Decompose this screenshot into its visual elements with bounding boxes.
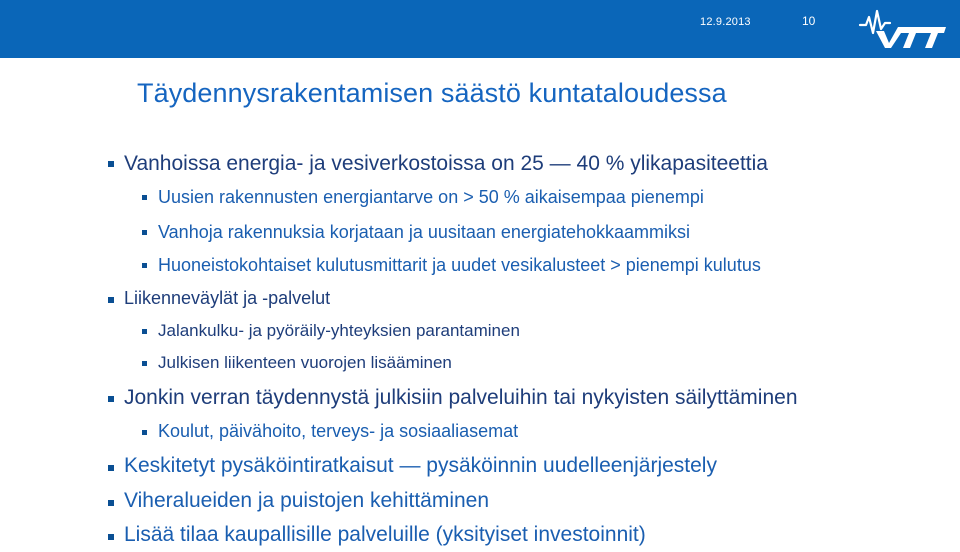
- bullet-text: Lisää tilaa kaupallisille palveluille (yksityiset investoinnit): [124, 523, 646, 546]
- bullet-marker-icon: [108, 500, 114, 506]
- slide-page-number: 10: [802, 14, 816, 28]
- vtt-logo-icon: [858, 7, 948, 49]
- bullet-marker-icon: [142, 230, 147, 235]
- bullet-text: Huoneistokohtaiset kulutusmittarit ja uudet vesikalusteet > pienempi kulutus: [158, 255, 761, 275]
- slide-date: 12.9.2013: [700, 16, 751, 28]
- bullet-marker-icon: [142, 361, 147, 366]
- header-bar: [0, 0, 960, 58]
- slide-title: Täydennysrakentamisen säästö kuntataloudessa: [137, 78, 727, 108]
- bullet-marker-icon: [108, 465, 114, 471]
- bullet-marker-icon: [142, 263, 147, 268]
- bullet-text: Koulut, päivähoito, terveys- ja sosiaaliasemat: [158, 421, 519, 441]
- bullet-text: Vanhoja rakennuksia korjataan ja uusitaan energiatehokkaammiksi: [158, 222, 690, 242]
- bullet-marker-icon: [108, 161, 114, 167]
- bullet-text: Uusien rakennusten energiantarve on > 50 % aikaisempaa pienempi: [158, 187, 704, 207]
- bullet-text: Jonkin verran täydennystä julkisiin palveluihin tai nykyisten säilyttäminen: [124, 386, 798, 409]
- bullet-text: Jalankulku- ja pyöräily-yhteyksien parantaminen: [158, 321, 520, 340]
- bullet-marker-icon: [108, 534, 114, 540]
- bullet-text: Keskitetyt pysäköintiratkaisut — pysäköinnin uudelleenjärjestely: [124, 454, 717, 477]
- bullet-text: Julkisen liikenteen vuorojen lisääminen: [158, 353, 452, 372]
- bullet-marker-icon: [142, 430, 147, 435]
- bullet-text: Vanhoissa energia- ja vesiverkostoissa on 25 — 40 % ylikapasiteettia: [124, 152, 768, 175]
- bullet-text: Liikenneväylät ja -palvelut: [124, 288, 331, 308]
- bullet-marker-icon: [142, 329, 147, 334]
- bullet-text: Viheralueiden ja puistojen kehittäminen: [124, 489, 490, 512]
- bullet-marker-icon: [108, 297, 114, 303]
- bullet-marker-icon: [108, 396, 114, 402]
- bullet-marker-icon: [142, 195, 147, 200]
